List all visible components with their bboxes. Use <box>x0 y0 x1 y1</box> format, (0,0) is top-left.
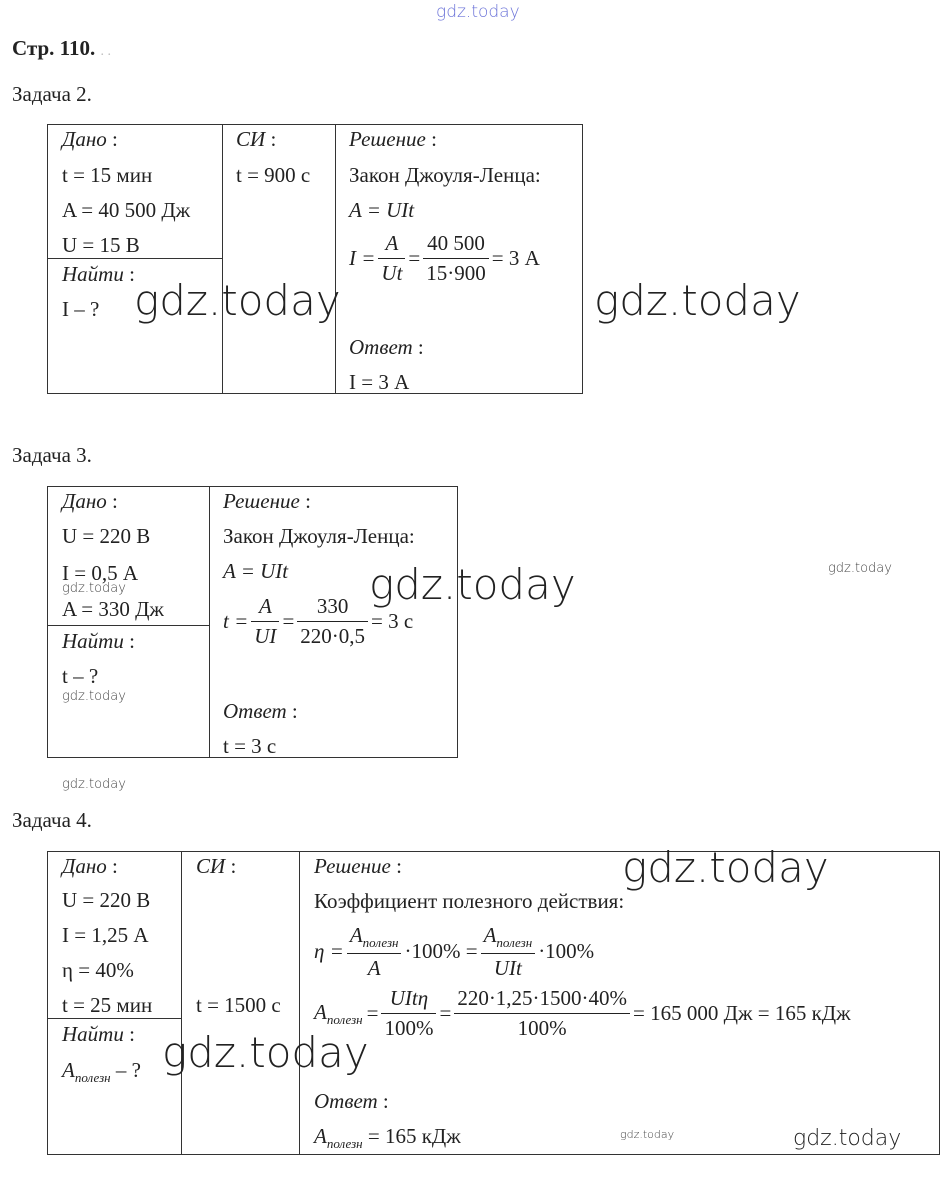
watermark: gdz.today <box>62 689 126 704</box>
watermark: gdz.today <box>62 777 126 792</box>
task4-work-frac-1: $\frac{\text{UItη}}{100\%}$ <box>381 986 436 1041</box>
page-label <box>12 36 111 61</box>
task3-answer-header: Ответ : <box>223 699 298 723</box>
watermark: gdz.today <box>62 581 126 596</box>
task4-given-2: I = 1,25 А <box>62 923 149 947</box>
task3-frac-2: $\frac{330}{220\cdot 0,5}$ <box>297 594 368 649</box>
page-number: Стр. 110. <box>12 36 96 60</box>
task3-given-header: Дано : <box>62 489 118 513</box>
watermark: gdz.today <box>622 843 829 892</box>
task4-work-frac-2: $\frac{220\cdot 1,25\cdot 1500\cdot 40\%}{100\%}$ <box>454 986 630 1041</box>
task3-find-header: Найти : <box>62 629 135 653</box>
task4-eff-frac-1: $\frac{A_{полезн}}{A}$ <box>347 923 402 981</box>
task2-given-2: A = 40 500 Дж <box>62 198 191 222</box>
watermark: gdz.today <box>793 1126 902 1151</box>
task2-answer: I = 3 А <box>349 370 410 394</box>
task2-calc: I = $\frac{A}{Ut}$ = $\frac{40 500}{15\cdot 900}$ = 3 А <box>349 231 540 286</box>
task4-given-3: η = 40% <box>62 958 134 982</box>
watermark: gdz.today <box>620 1128 675 1141</box>
watermark: gdz.today <box>369 560 576 609</box>
page-dots: . . <box>100 44 111 59</box>
task4-find: $A_{полезн}$ – ? <box>62 1058 141 1085</box>
task3-law: Закон Джоуля-Ленца: <box>223 524 415 548</box>
task2-given-1: t = 15 мин <box>62 163 153 187</box>
task4-answer: $A_{полезн} = 165$ кДж <box>314 1124 461 1151</box>
watermark: gdz.today <box>134 276 341 325</box>
task2-solution-header: Решение : <box>349 127 437 151</box>
task4-law: Коэффициент полезного действия: <box>314 889 625 913</box>
task3-formula: A = UIt <box>223 559 289 583</box>
watermark-top: gdz.today <box>436 2 520 22</box>
task2-given-3: U = 15 В <box>62 233 140 257</box>
task2-answer-header: Ответ : <box>349 335 424 359</box>
task4-si-header: СИ : <box>196 854 237 878</box>
watermark: gdz.today <box>594 276 801 325</box>
task2-si: t = 900 с <box>236 163 311 187</box>
task4-given-1: U = 220 В <box>62 888 151 912</box>
task4-answer-header: Ответ : <box>314 1089 389 1113</box>
task4-find-header: Найти : <box>62 1022 135 1046</box>
task2-given-header: Дано : <box>62 127 118 151</box>
task3-answer: t = 3 с <box>223 734 277 758</box>
task3-given-2: I = 0,5 А <box>62 561 139 585</box>
task4-given-4: t = 25 мин <box>62 993 153 1017</box>
task2-law: Закон Джоуля-Ленца: <box>349 163 541 187</box>
task4-given-header: Дано : <box>62 854 118 878</box>
task4-si: t = 1500 с <box>196 993 281 1017</box>
task2-find: I – ? <box>62 297 100 321</box>
watermark: gdz.today <box>828 561 892 576</box>
task4-eff-frac-2: $\frac{A_{полезн}}{\text{UIt}}$ <box>481 923 536 981</box>
task2-title: Задача 2. <box>12 82 92 106</box>
task3-given-1: U = 220 В <box>62 524 151 548</box>
task2-frac-2: $\frac{40 500}{15\cdot 900}$ <box>423 231 489 286</box>
task3-solution-header: Решение : <box>223 489 311 513</box>
task4-solution-header: Решение : <box>314 854 402 878</box>
task3-frac-1: $\frac{A}{UI}$ <box>251 594 279 649</box>
watermark: gdz.today <box>162 1028 369 1077</box>
task2-si-header: СИ : <box>236 127 277 151</box>
task3-find: t – ? <box>62 664 99 688</box>
task4-title: Задача 4. <box>12 808 92 832</box>
task3-calc: t = $\frac{A}{UI}$ = $\frac{330}{220\cdot 0,5}$ = 3 с <box>223 594 414 649</box>
task4-efficiency: η = $\frac{A_{полезн}}{A}$ ·100% = $\frac{A_{полезн}}{\text{UIt}}$ ·100% <box>314 923 595 980</box>
task4-work: $A_{полезн}$ = $\frac{\text{UItη}}{100\%}$ = $\frac{220\cdot 1,25\cdot 1500\cdot 40\%}{100\%}$ = 165 000 Дж = 165 кДж <box>314 986 851 1041</box>
task2-find-header: Найти : <box>62 262 135 286</box>
task2-formula: A = UIt <box>349 198 415 222</box>
task2-frac-1: $\frac{A}{Ut}$ <box>378 231 405 286</box>
task3-given-3: A = 330 Дж <box>62 597 164 621</box>
task3-title: Задача 3. <box>12 443 92 467</box>
